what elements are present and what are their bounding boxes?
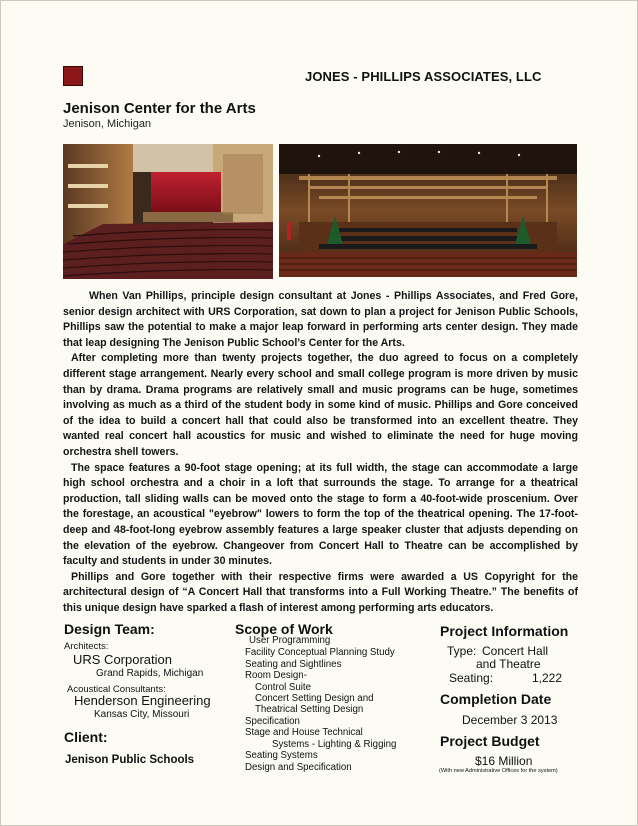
client-name: Jenison Public Schools xyxy=(65,754,195,766)
scope-item: Specification xyxy=(245,716,300,727)
type-label: Type: xyxy=(447,644,477,658)
acoustical-city: Kansas City, Missouri xyxy=(94,709,190,720)
project-info-heading: Project Information xyxy=(440,623,569,639)
scope-item: Design and Specification xyxy=(245,762,352,773)
firm-name: JONES - PHILLIPS ASSOCIATES, LLC xyxy=(305,69,542,84)
project-title: Jenison Center for the Arts xyxy=(63,100,256,117)
description-paragraph: When Van Phillips, principle design consultant at Jones - Phillips Associates, and Fred Gore, senior design architect with URS Corporation, sat down to plan a project for Jenison Public Schools, Phillips saw the potential to make a major leap forward in performing arts center design. They made that leap designing The Jenison Public School’s Center for the Arts. xyxy=(63,290,578,349)
project-description xyxy=(63,289,578,616)
scope-item: Room Design- xyxy=(245,670,307,681)
budget-heading: Project Budget xyxy=(440,733,540,749)
acoustical-label: Acoustical Consultants: xyxy=(67,684,166,695)
architect-city: Grand Rapids, Michigan xyxy=(96,668,204,679)
concert-hall-photo xyxy=(279,144,577,277)
type-value: Concert Hall xyxy=(482,644,549,658)
budget-note: (With new Administrative Offices for the system) xyxy=(439,768,558,774)
firm-logo xyxy=(63,66,83,86)
description-paragraph: The space features a 90-foot stage opening; at its full width, the stage can accommodate a large high school orchestra and a choir in a loft that surrounds the stage. To arrange for a theatrical production, tall sliding walls can be moved onto the stage to form a 40-foot-wide proscenium. Over the forestage, an acoustical "eyebrow" lowers to form the top of the theatrical opening. The 17-foot-deep and 48-foot-long eyebrow assembly features a large speaker cluster that adjusts depending on the elevation of the eyebrow. Changeover from Concert Hall to Theatre can be accomplished by faculty and students in under 30 minutes. xyxy=(63,461,578,568)
architects-label: Architects: xyxy=(64,641,109,652)
scope-item: Seating and Sightlines xyxy=(245,659,342,670)
theatre-photo xyxy=(63,144,273,279)
scope-item: Theatrical Setting Design xyxy=(255,704,364,715)
scope-item: Control Suite xyxy=(255,682,312,693)
description-paragraph: Phillips and Gore together with their respective firms were awarded a US Copyright for the architectural design of “A Concert Hall that transforms into a Full Working Theatre.” The benefits of this unique design have sparked a flash of interest among performing arts educators. xyxy=(63,570,578,614)
completion-date: December 3 2013 xyxy=(462,713,558,727)
budget-amount: $16 Million xyxy=(475,754,533,768)
seating-value: 1,222 xyxy=(532,671,563,685)
type-value-continued: and Theatre xyxy=(476,657,541,671)
completion-heading: Completion Date xyxy=(440,691,552,707)
design-team-heading: Design Team: xyxy=(64,621,155,637)
scope-item: Seating Systems xyxy=(245,750,318,761)
project-location: Jenison, Michigan xyxy=(63,118,152,130)
seating-label: Seating: xyxy=(449,671,494,685)
scope-heading: Scope of Work xyxy=(235,621,333,637)
architect-name: URS Corporation xyxy=(73,652,172,667)
scope-item: Stage and House Technical xyxy=(245,727,363,738)
scope-item: Concert Setting Design and xyxy=(255,693,374,704)
acoustical-name: Henderson Engineering xyxy=(74,693,211,708)
scope-item: User Programming xyxy=(249,635,331,646)
scope-item: Facility Conceptual Planning Study xyxy=(245,647,395,658)
client-heading: Client: xyxy=(64,729,108,745)
scope-item: Systems - Lighting & Rigging xyxy=(272,739,397,750)
description-paragraph: After completing more than twenty projects together, the duo agreed to focus on a completely different stage arrangement. Nearly every school and small college program is more driven by music than by drama. Drama programs are relatively small and music programs can be huge, sometimes involving as much as a third of the student body in some kind of music. Phillips and Gore conceived of the idea to build a concert hall that could also be transformed into an excellent theatre. They wanted real concert hall acoustics for music and wished to eliminate the need for huge moving orchestra shell towers. xyxy=(63,352,578,458)
